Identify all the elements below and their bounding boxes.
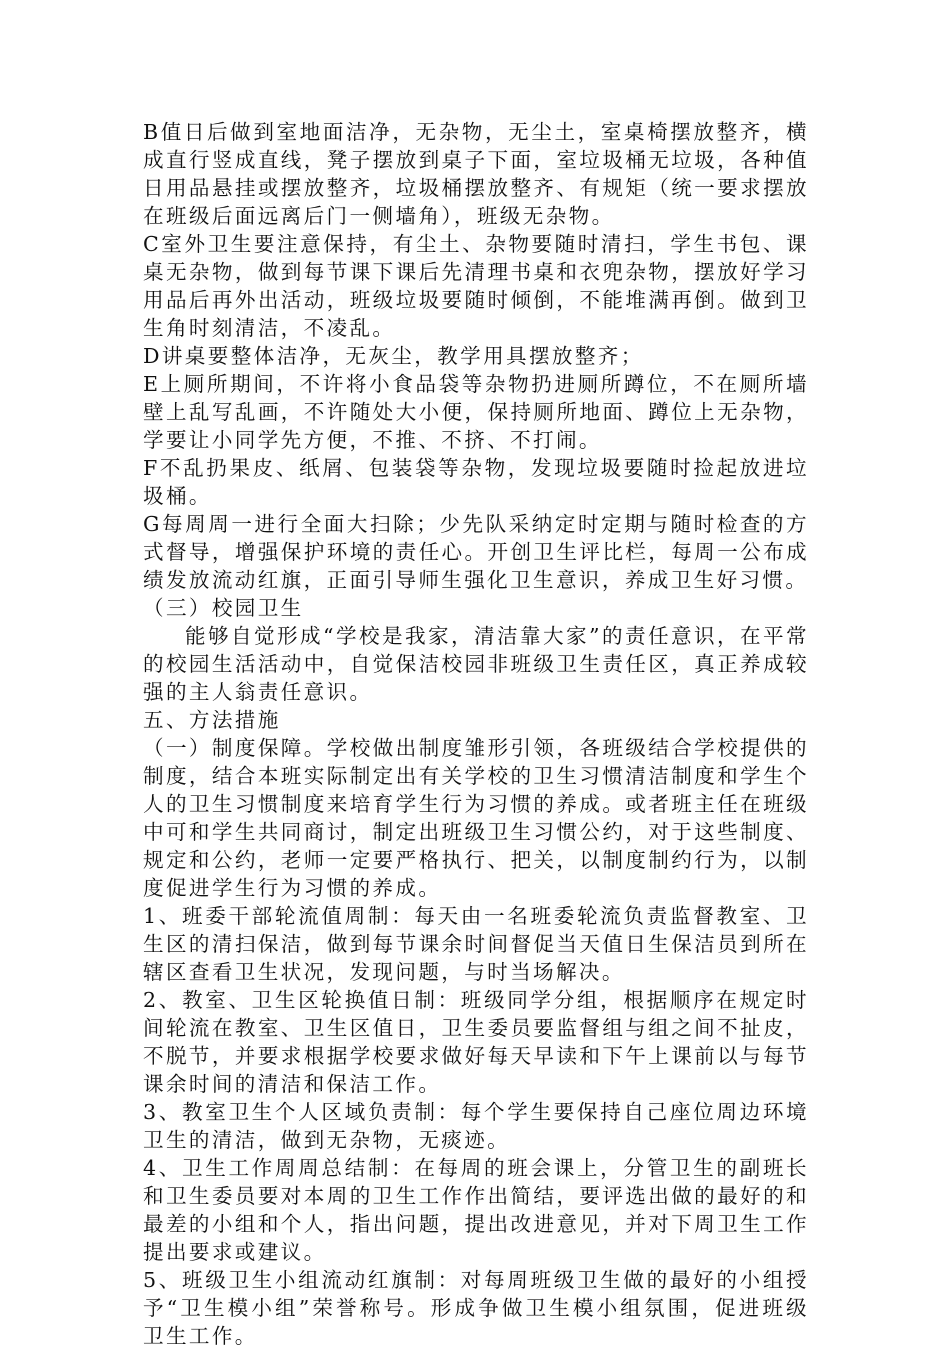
document-page: [143, 118, 809, 1350]
rule-item-3: 3、教室卫生个人区域负责制：每个学生要保持自己座位周边环境卫生的清洁，做到无杂物，无痰迹。: [143, 1100, 809, 1152]
paragraph-item-e: E上厕所期间，不许将小食品袋等杂物扔进厕所蹲位，不在厕所墙壁上乱写乱画，不许随处大小便，保持厕所地面、蹲位上无杂物，学要让小同学先方便，不推、不挤、不打闹。: [143, 372, 809, 452]
section-heading-methods: 五、方法措施: [143, 708, 281, 732]
paragraph-item-g: G每周周一进行全面大扫除；少先队采纳定时定期与随时检查的方式督导，增强保护环境的责任心。开创卫生评比栏，每周一公布成绩发放流动红旗，正面引导师生强化卫生意识，养成卫生好习惯。: [143, 512, 809, 592]
rule-item-4: 4、卫生工作周周总结制：在每周的班会课上，分管卫生的副班长和卫生委员要对本周的卫生工作作出简结，要评选出做的最好的和最差的小组和个人，指出问题，提出改进意见，并对下周卫生工作提出要求或建议。: [143, 1156, 809, 1264]
paragraph-campus-hygiene: 能够自觉形成“学校是我家，清洁靠大家”的责任意识，在平常的校园生活活动中，自觉保洁校园非班级卫生责任区，真正养成较强的主人翁责任意识。: [143, 624, 809, 704]
paragraph-item-b: B值日后做到室地面洁净，无杂物，无尘土，室桌椅摆放整齐，横成直行竖成直线，凳子摆放到桌子下面，室垃圾桶无垃圾，各种值日用品悬挂或摆放整齐，垃圾桶摆放整齐、有规矩（统一要求摆放在班级后面远离后门一侧墙角），班级无杂物。: [143, 120, 809, 228]
rule-item-5: 5、班级卫生小组流动红旗制：对每周班级卫生做的最好的小组授予“卫生模小组”荣誉称号。形成争做卫生模小组氛围，促进班级卫生工作。: [143, 1268, 809, 1348]
paragraph-system-guarantee: （一）制度保障。学校做出制度雏形引领，各班级结合学校提供的制度，结合本班实际制定出有关学校的卫生习惯清洁制度和学生个人的卫生习惯制度来培育学生行为习惯的养成。或者班主任在班级中可和学生共同商讨，制定出班级卫生习惯公约，对于这些制度、规定和公约，老师一定要严格执行、把关，以制度制约行为，以制度促进学生行为习惯的养成。: [143, 736, 809, 900]
paragraph-item-f: F不乱扔果皮、纸屑、包装袋等杂物，发现垃圾要随时捡起放进垃圾桶。: [143, 456, 809, 508]
paragraph-item-c: C室外卫生要注意保持，有尘土、杂物要随时清扫，学生书包、课桌无杂物，做到每节课下课后先清理书桌和衣兜杂物，摆放好学习用品后再外出活动，班级垃圾要随时倾倒，不能堆满再倒。做到卫生角时刻清洁，不凌乱。: [143, 232, 809, 340]
rule-item-1: 1、班委干部轮流值周制：每天由一名班委轮流负责监督教室、卫生区的清扫保洁，做到每节课余时间督促当天值日生保洁员到所在辖区查看卫生状况，发现问题，与时当场解决。: [143, 904, 809, 984]
paragraph-item-d: D讲桌要整体洁净，无灰尘，教学用具摆放整齐；: [143, 344, 644, 368]
section-heading-campus-hygiene: （三）校园卫生: [143, 596, 304, 620]
rule-item-2: 2、教室、卫生区轮换值日制：班级同学分组，根据顺序在规定时间轮流在教室、卫生区值日，卫生委员要监督组与组之间不扯皮，不脱节，并要求根据学校要求做好每天早读和下午上课前以与每节课余时间的清洁和保洁工作。: [143, 988, 809, 1096]
